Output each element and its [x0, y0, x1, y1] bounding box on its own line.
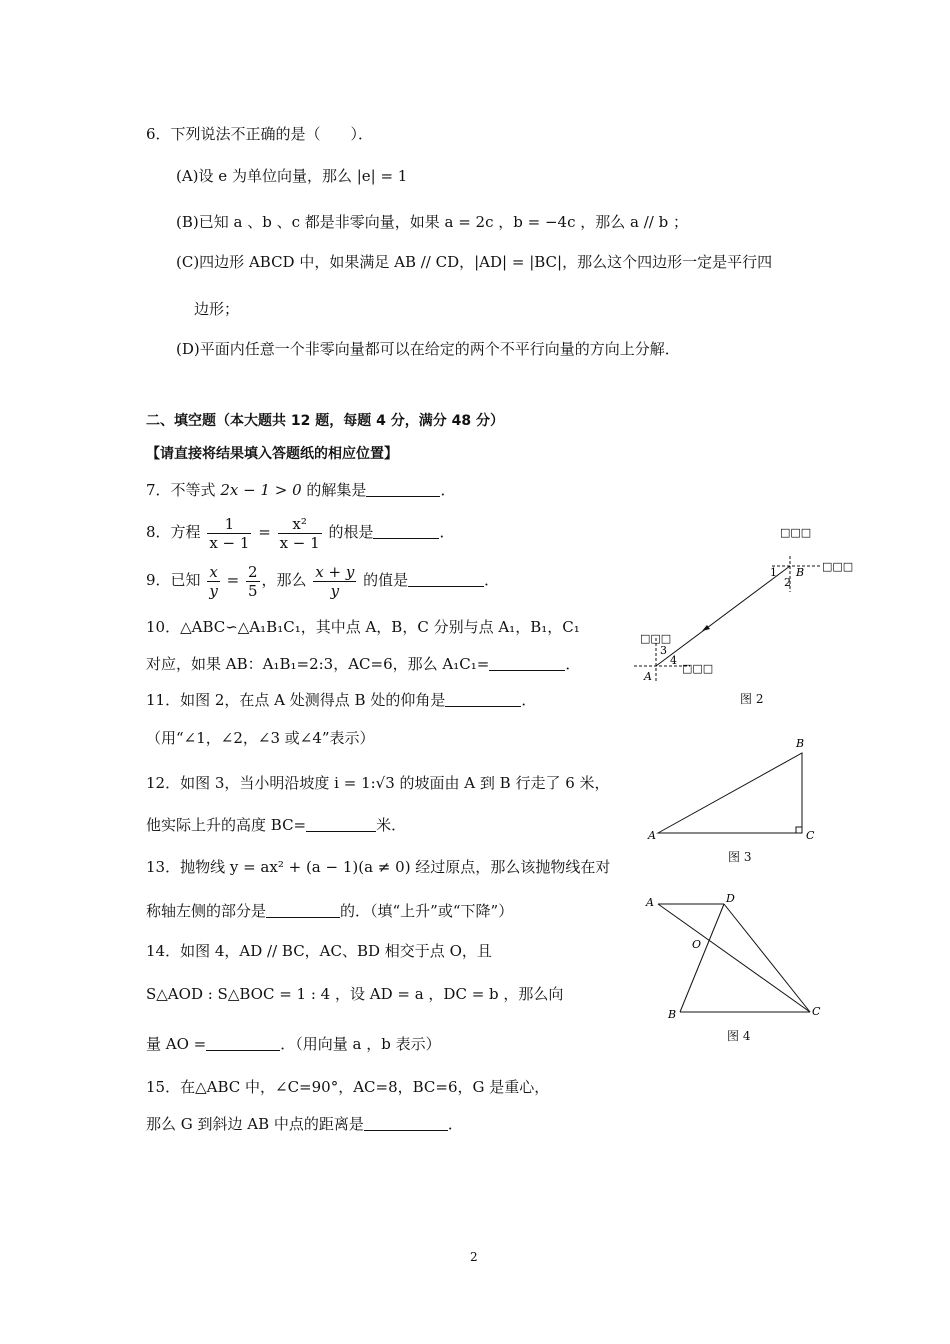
fig2-box-top: □□□: [780, 526, 812, 539]
q9-eq: =: [226, 571, 240, 589]
q8-frac1-den: x − 1: [209, 533, 250, 552]
fig2-box-right: □□□: [822, 560, 854, 573]
fig4-label-b: B: [668, 1008, 677, 1021]
fig2-arrow: [702, 625, 710, 631]
fig4-segment-ac: [658, 904, 810, 1012]
page-number: 2: [470, 1250, 478, 1264]
q10-text: 对应，如果 AB：A₁B₁=2:3，AC=6，那么 A₁C₁=: [146, 655, 490, 673]
q8-frac1-num: 1: [207, 515, 251, 534]
fig2-label-b: B: [796, 566, 805, 579]
q12-line1: 12．如图 3，当小明沿坡度 i = 1:√3 的坡面由 A 到 B 行走了 6 米，: [146, 774, 610, 792]
q7-expr: 2x − 1 > 0: [220, 481, 302, 499]
fig3-caption: 图 3: [728, 850, 752, 864]
fig2-caption: 图 2: [740, 692, 764, 706]
q10-answer-blank[interactable]: [489, 654, 565, 671]
q12-end: 米．: [376, 816, 407, 834]
fig2-angle-1: 1: [770, 566, 777, 579]
q10-end: ．: [565, 655, 581, 673]
figure-2: [620, 520, 860, 690]
q14-line2: S△AOD : S△BOC = 1 : 4 ，设 AD = a ，DC = b ，那么向: [146, 985, 564, 1003]
q8-eq: =: [258, 523, 271, 541]
q15-end: ．: [447, 1115, 463, 1133]
fig3-label-a: A: [648, 829, 656, 842]
q13-text: 称轴左侧的部分是: [146, 902, 267, 920]
fig3-right-angle: [796, 827, 802, 833]
q8-answer-blank[interactable]: [373, 522, 439, 539]
fig3-label-b: B: [796, 737, 805, 750]
q6-option-c-cont: 边形；: [194, 300, 240, 318]
q9-pre: 9．已知: [146, 571, 201, 589]
q10-line2: [146, 653, 580, 675]
q15-answer-blank[interactable]: [364, 1114, 448, 1131]
q8-frac2-den: x − 1: [279, 533, 320, 552]
q8-post: 的根是: [328, 523, 374, 541]
fig3-triangle: [658, 753, 802, 833]
q9-answer-blank[interactable]: [408, 570, 484, 587]
q8-pre: 8．方程: [146, 523, 201, 541]
q14-text: 量 AO =: [146, 1035, 207, 1053]
q9-frac2-den: 5: [247, 581, 258, 600]
q11-end: ．: [521, 691, 537, 709]
q13-line2: [146, 900, 513, 922]
q11-text: 11．如图 2，在点 A 处测得点 B 处的仰角是: [146, 691, 446, 709]
fig4-label-c: C: [812, 1005, 821, 1018]
fig4-segment-bd: [680, 904, 724, 1012]
q9-end: ．: [484, 571, 500, 589]
fig4-label-d: D: [726, 892, 735, 905]
q9-post: 的值是: [363, 571, 409, 589]
q7-answer-blank[interactable]: [366, 480, 440, 497]
q13-line1: 13．抛物线 y = ax² + (a − 1)(a ≠ 0) 经过原点，那么该抛物线在对: [146, 858, 611, 876]
q15-text: 那么 G 到斜边 AB 中点的距离是: [146, 1115, 364, 1133]
fig2-label-a: A: [644, 670, 652, 683]
q14-line3: [146, 1033, 441, 1055]
fig3-label-c: C: [806, 829, 815, 842]
q9-frac3-num: x + y: [315, 562, 355, 581]
q7: [146, 479, 455, 501]
q8-end: ．: [439, 523, 455, 541]
q10-line1: 10．△ABC∽△A₁B₁C₁，其中点 A，B，C 分别与点 A₁，B₁，C₁: [146, 618, 580, 636]
fig2-box-left: □□□: [640, 632, 672, 645]
q11-line1: [146, 689, 536, 711]
q9-frac1-num: x: [207, 563, 219, 582]
q11-answer-blank[interactable]: [445, 690, 521, 707]
q12-line2: [146, 814, 406, 836]
q9-frac2-num: 2: [247, 562, 258, 581]
q6-option-a: (A)设 e 为单位向量，那么 |e| = 1: [176, 167, 408, 185]
fig2-box-bottom: □□□: [682, 662, 714, 675]
fig2-angle-3: 3: [660, 644, 667, 657]
section-title: 二、填空题（本大题共 12 题，每题 4 分，满分 48 分）: [146, 413, 504, 429]
q9-frac1-den: y: [209, 581, 218, 600]
q6-option-d: (D)平面内任意一个非零向量都可以在给定的两个不平行向量的方向上分解．: [176, 340, 680, 358]
q6-option-c: (C)四边形 ABCD 中，如果满足 AB // CD，|AD| = |BC|，那么这个四边形一定是平行四: [176, 253, 773, 271]
q14-line1: 14．如图 4，AD // BC，AC、BD 相交于点 O，且: [146, 942, 492, 960]
q11-line2: （用“∠1，∠2，∠3 或∠4”表示）: [146, 729, 375, 747]
section-note: 【请直接将结果填入答题纸的相应位置】: [146, 446, 398, 462]
q6-option-b: (B)已知 a 、b 、c 都是非零向量，如果 a = 2c ，b = −4c ，那么 a // b ；: [176, 213, 688, 231]
fig4-segment-dc: [724, 904, 810, 1012]
q13-answer-blank[interactable]: [266, 901, 340, 918]
fig2-angle-2: 2: [784, 576, 791, 589]
q9: [146, 560, 499, 600]
q6-stem: 6．下列说法不正确的是（ ）．: [146, 125, 374, 143]
figure-3: [640, 735, 830, 845]
q14-text-end: ．（用向量 a ，b 表示）: [280, 1035, 441, 1053]
q9-frac3-den: y: [330, 581, 340, 600]
q12-answer-blank[interactable]: [306, 815, 376, 832]
q9-mid: ，那么: [261, 571, 307, 589]
q15-line2: [146, 1113, 463, 1135]
q12-text: 他实际上升的高度 BC=: [146, 816, 307, 834]
fig4-caption: 图 4: [727, 1029, 751, 1043]
figure-4: [640, 890, 840, 1025]
q7-end: ．: [440, 481, 456, 499]
fig2-sightline: [656, 566, 790, 666]
q7-post: 的解集是: [306, 481, 367, 499]
q7-pre: 7．不等式: [146, 481, 216, 499]
fig4-label-o: O: [692, 938, 702, 951]
q8-frac2-num: x²: [278, 515, 322, 534]
q14-answer-blank[interactable]: [206, 1034, 280, 1051]
fig2-angle-4: 4: [670, 654, 677, 667]
q8: [146, 512, 455, 552]
q13-text-end: 的．（填“上升”或“下降”）: [340, 902, 514, 920]
q15-line1: 15．在△ABC 中，∠C=90°，AC=8，BC=6，G 是重心，: [146, 1078, 550, 1096]
fig4-label-a: A: [646, 896, 654, 909]
